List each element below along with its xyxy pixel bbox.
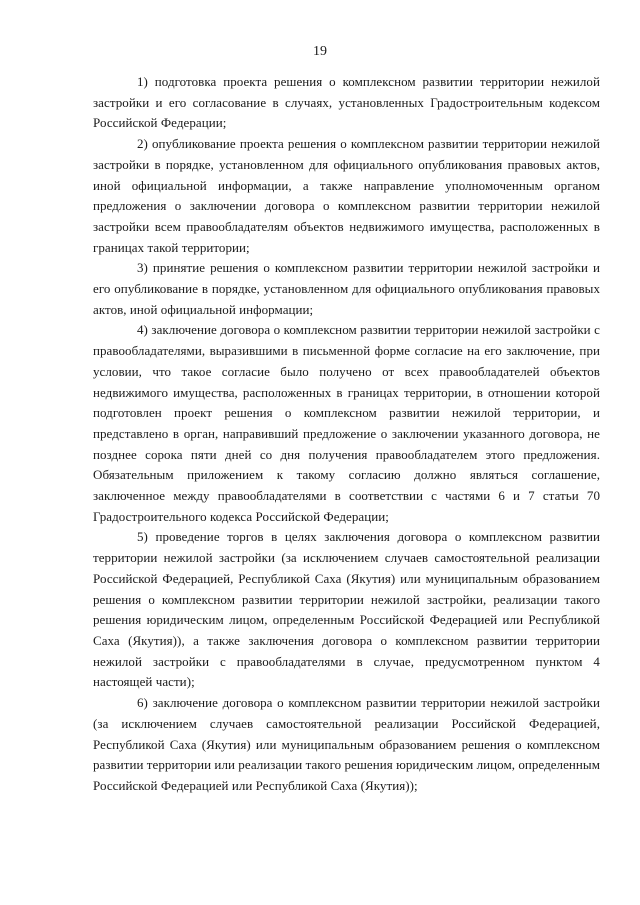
paragraph-item-2: 2) опубликование проекта решения о комплексном развитии территории нежилой застройки в порядке, установленном для официального опубликования правовых актов, иной официальной информации, а также направление уполномоченным органом предложения о заключении договора о комплексном развитии территории нежилой застройки всем правообладателям объектов недвижимого имущества, расположенных в границах такой территории; [93,136,600,255]
paragraph-item-5: 5) проведение торгов в целях заключения договора о комплексном развитии территории нежилой застройки (за исключением случаев самостоятельной реализации Российской Федерацией, Республикой Саха (Якутия) или муниципальным образованием решения о комплексном развитии территории нежилой застройки, реализации такого решения юридическим лицом, определенным Российской Федерацией или Республикой Саха (Якутия)), а также заключения договора о комплексном развитии территории нежилой застройки с правообладателями в случае, предусмотренном пунктом 4 настоящей части); [93,529,600,690]
paragraph-item-4: 4) заключение договора о комплексном развитии территории нежилой застройки с правообладателями, выразившими в письменной форме согласие на его заключение, при условии, что такое согласие было получено от всех правообладателей объектов недвижимого имущества, расположенных в границах территории, в отношении которой подготовлен проект решения о комплексном развитии нежилой территории, и представлено в орган, направивший предложение о заключении указанного договора, не позднее сорока пяти дней со дня получения правообладателем этого предложения. Обязательным приложением к такому согласию должно являться соглашение, заключенное между правообладателями в соответствии с частями 6 и 7 статьи 70 Градостроительного кодекса Российской Федерации; [93,322,600,524]
paragraph-item-1: 1) подготовка проекта решения о комплексном развитии территории нежилой застройки и его согласование в случаях, установленных Градостроительным кодексом Российской Федерации; [93,74,600,131]
page-number: 19 [313,44,327,59]
document-body [93,72,600,797]
paragraph-item-3: 3) принятие решения о комплексном развитии территории нежилой застройки и его опубликование в порядке, установленном для официального опубликования правовых актов, иной официальной информации; [93,260,600,317]
paragraph-item-6: 6) заключение договора о комплексном развитии территории нежилой застройки (за исключением случаев самостоятельной реализации Российской Федерацией, Республикой Саха (Якутия) или муниципальным образованием решения о комплексном развитии территории или реализации такого решения юридическим лицом, определенным Российской Федерацией или Республикой Саха (Якутия)); [93,695,600,793]
